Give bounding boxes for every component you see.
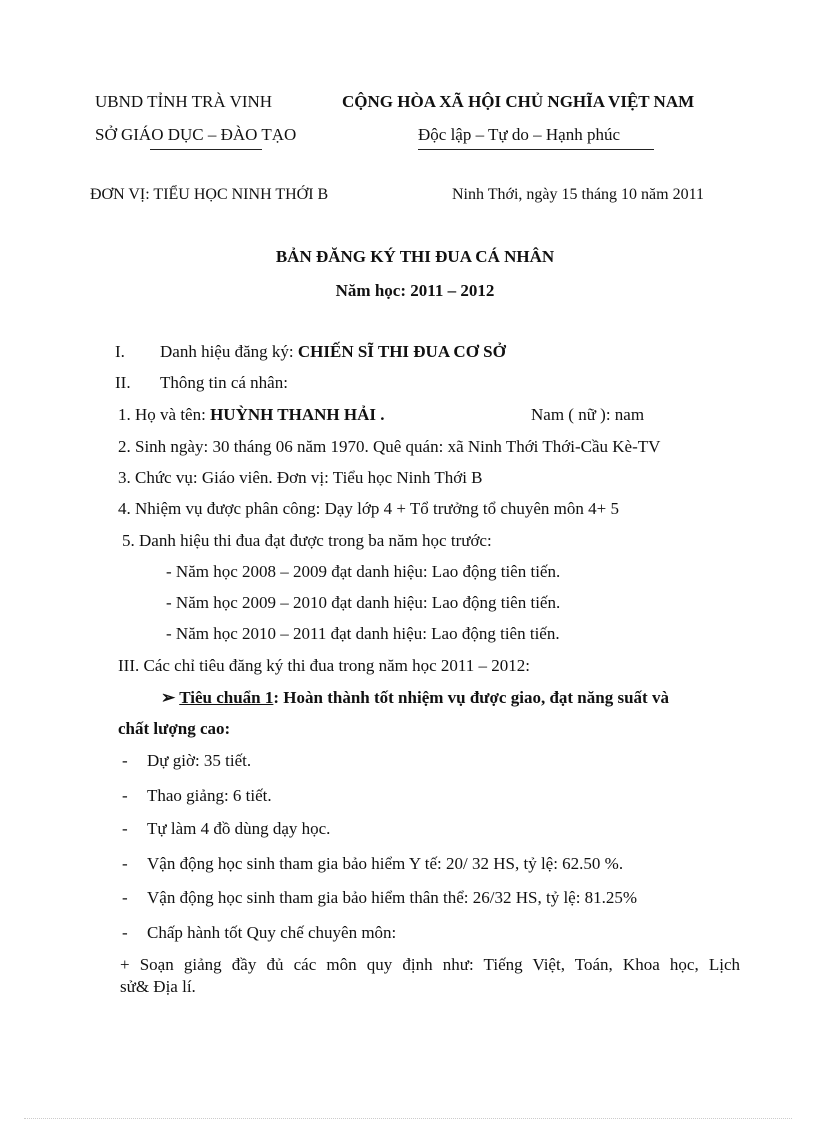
nation-name: CỘNG HÒA XÃ HỘI CHỦ NGHĨA VIỆT NAM bbox=[342, 92, 695, 111]
award-item: - Năm học 2008 – 2009 đạt danh hiệu: Lao động tiên tiến. bbox=[166, 562, 561, 581]
list-item: Thao giảng: 6 tiết. bbox=[147, 786, 272, 805]
list-dash: - bbox=[122, 819, 128, 838]
place-date: Ninh Thới, ngày 15 tháng 10 năm 2011 bbox=[452, 186, 704, 203]
arrow-bullet-icon: ➢ bbox=[161, 688, 176, 707]
section-1-label: Danh hiệu đăng ký: CHIẾN SĨ THI ĐUA CƠ SỞ bbox=[160, 342, 506, 361]
lesson-prep-line-continued: sử& Địa lí. bbox=[120, 977, 196, 996]
list-item: Chấp hành tốt Quy chế chuyên môn: bbox=[147, 923, 397, 942]
school-year: Năm học: 2011 – 2012 bbox=[335, 281, 495, 300]
list-item: Tự làm 4 đồ dùng dạy học. bbox=[147, 819, 331, 838]
section-2-numeral: II. bbox=[115, 373, 131, 392]
position-unit: 3. Chức vụ: Giáo viên. Đơn vị: Tiểu học Ninh Thới B bbox=[118, 468, 483, 487]
list-item: Vận động học sinh tham gia bảo hiểm Y tế: 20/ 32 HS, tỷ lệ: 62.50 %. bbox=[147, 854, 624, 873]
department-name: SỞ GIÁO DỤC – ĐÀO TẠO bbox=[95, 125, 297, 144]
list-item: Vận động học sinh tham gia bảo hiểm thân thể: 26/32 HS, tỷ lệ: 81.25% bbox=[147, 888, 638, 907]
person-name: HUỲNH THANH HẢI . bbox=[210, 405, 385, 424]
award-item: - Năm học 2010 – 2011 đạt danh hiệu: Lao động tiên tiến. bbox=[166, 624, 560, 643]
name-line: 1. Họ và tên: HUỲNH THANH HẢI . bbox=[118, 405, 385, 424]
province-name: UBND TỈNH TRÀ VINH bbox=[95, 92, 273, 111]
department-underline bbox=[150, 149, 262, 150]
list-dash: - bbox=[122, 923, 128, 942]
awards-label: 5. Danh hiệu thi đua đạt được trong ba năm học trước: bbox=[122, 531, 492, 550]
document-title: BẢN ĐĂNG KÝ THI ĐUA CÁ NHÂN bbox=[275, 247, 555, 266]
list-dash: - bbox=[122, 786, 128, 805]
section-2-label: Thông tin cá nhân: bbox=[160, 373, 288, 392]
criterion-1-continued: chất lượng cao: bbox=[118, 719, 231, 738]
gender: Nam ( nữ ): nam bbox=[531, 405, 645, 424]
motto-underline bbox=[418, 149, 654, 150]
motto: Độc lập – Tự do – Hạnh phúc bbox=[418, 125, 620, 144]
birth-hometown: 2. Sinh ngày: 30 tháng 06 năm 1970. Quê quán: xã Ninh Thới Thới-Cầu Kè-TV bbox=[118, 437, 661, 456]
page-bottom-divider bbox=[24, 1118, 792, 1119]
assigned-duty: 4. Nhiệm vụ được phân công: Dạy lớp 4 + Tổ trưởng tổ chuyên môn 4+ 5 bbox=[118, 499, 619, 518]
unit-name: ĐƠN VỊ: TIỂU HỌC NINH THỚI B bbox=[90, 186, 329, 203]
list-dash: - bbox=[122, 854, 128, 873]
section-3-heading: III. Các chỉ tiêu đăng ký thi đua trong năm học 2011 – 2012: bbox=[118, 656, 531, 675]
criterion-1: ➢ Tiêu chuẩn 1: Hoàn thành tốt nhiệm vụ được giao, đạt năng suất và bbox=[161, 688, 669, 707]
registered-title: CHIẾN SĨ THI ĐUA CƠ SỞ bbox=[297, 342, 506, 361]
criterion-label: Tiêu chuẩn 1 bbox=[179, 688, 274, 707]
section-1-numeral: I. bbox=[115, 342, 125, 361]
list-item: Dự giờ: 35 tiết. bbox=[147, 751, 252, 770]
lesson-prep-line: + Soạn giảng đầy đủ các môn quy định như: Tiếng Việt, Toán, Khoa học, Lịch bbox=[120, 955, 740, 974]
award-item: - Năm học 2009 – 2010 đạt danh hiệu: Lao động tiên tiến. bbox=[166, 593, 561, 612]
list-dash: - bbox=[122, 888, 128, 907]
list-dash: - bbox=[122, 751, 128, 770]
